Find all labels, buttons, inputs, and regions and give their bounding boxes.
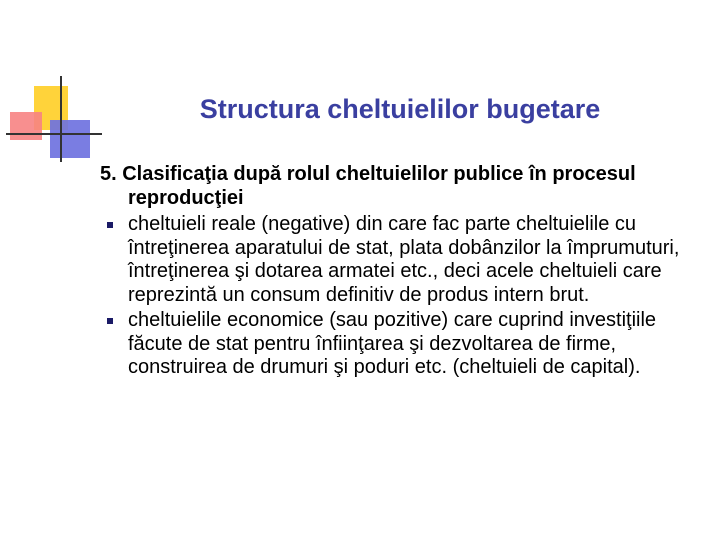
bullet-text: cheltuielile economice (sau pozitive) care cuprind investiţiile făcute de stat pentru înfiinţarea şi dezvoltarea de firme, construirea de drumuri şi poduri etc. (cheltuieli de capital).: [128, 309, 657, 378]
bullet-item: [100, 213, 700, 307]
decorative-logo-icon: [0, 70, 110, 165]
square-bullet-icon: [107, 318, 113, 324]
logo-horizontal-line: [6, 133, 102, 135]
logo-vertical-line: [60, 76, 62, 162]
logo-red-square: [10, 112, 42, 140]
slide-content: [100, 163, 700, 382]
logo-blue-square: [50, 120, 90, 158]
bullet-item: [100, 309, 700, 380]
slide-title: Structura cheltuielilor bugetare: [199, 94, 601, 124]
bullet-text: cheltuieli reale (negative) din care fac parte cheltuielile cu întreţinerea aparatului de stat, plata dobânzilor la împrumuturi, întreţinerea şi dotarea armatei etc., deci acele cheltuieli care reprezintă un consum definitiv de produs intern brut.: [128, 213, 680, 306]
square-bullet-icon: [107, 222, 113, 228]
section-heading: 5. Clasificaţia după rolul cheltuielilor publice în procesul reproducţiei: [100, 163, 636, 209]
bullet-list: [100, 213, 700, 380]
